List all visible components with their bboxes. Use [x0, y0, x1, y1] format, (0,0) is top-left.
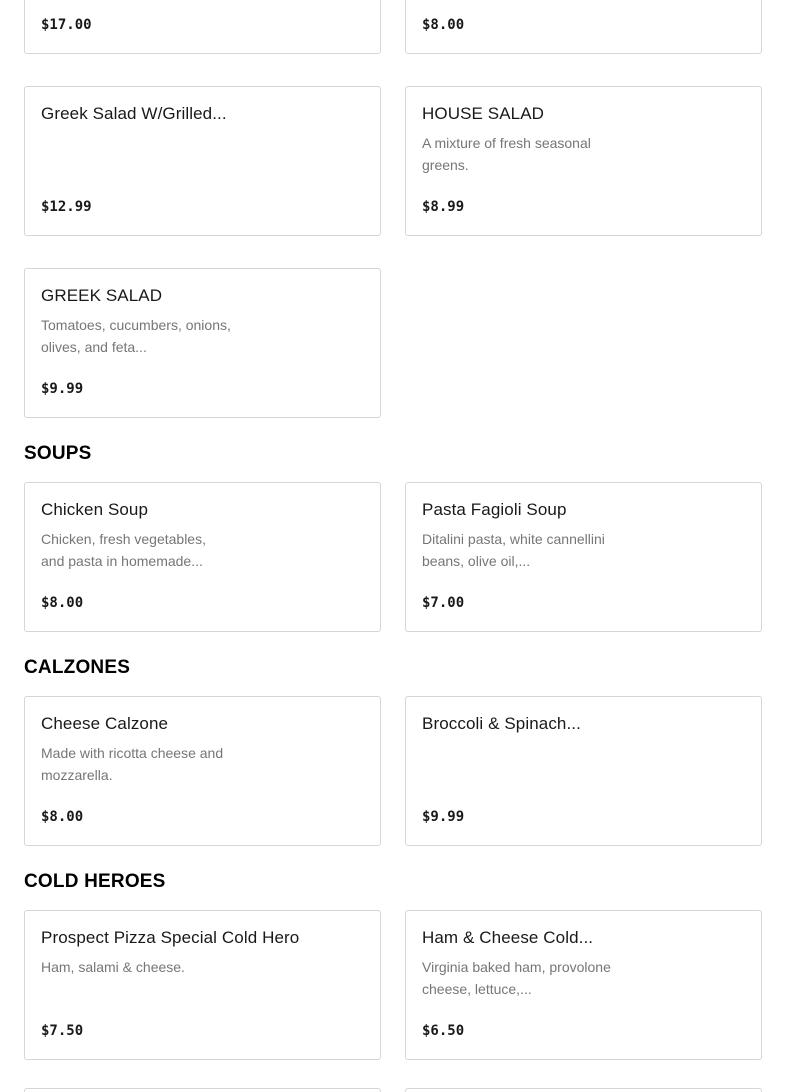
- menu-item-card[interactable]: [24, 0, 381, 54]
- menu-item-card[interactable]: [405, 0, 762, 54]
- menu-item-name: Cheese Calzone: [41, 714, 169, 733]
- menu-item-name: Pasta Fagioli Soup: [422, 500, 567, 519]
- menu-item-price: $9.99: [422, 809, 465, 825]
- menu-item-price: $17.00: [41, 17, 92, 33]
- menu-item-description: A mixture of fresh seasonal greens.: [422, 135, 591, 173]
- menu-item-card[interactable]: [405, 910, 762, 1060]
- menu-item-price: $8.99: [422, 199, 465, 215]
- menu-item-card[interactable]: [24, 268, 381, 418]
- menu-item-name: Ham & Cheese Cold...: [422, 928, 594, 947]
- menu-item-price: $9.99: [41, 381, 84, 397]
- section-title: COLD HEROES: [24, 871, 166, 892]
- menu-item-description: Virginia baked ham, provolone cheese, lettuce,...: [422, 959, 611, 997]
- menu-item-card[interactable]: [405, 1088, 762, 1092]
- menu-item-description: Chicken, fresh vegetables, and pasta in homemade...: [41, 531, 206, 569]
- menu-item-name: HOUSE SALAD: [422, 104, 545, 123]
- menu-item-price: $12.99: [41, 199, 92, 215]
- menu-item-description: Tomatoes, cucumbers, onions, olives, and feta...: [41, 317, 231, 355]
- menu-item-price: $6.50: [422, 1023, 465, 1039]
- menu-item-name: Broccoli & Spinach...: [422, 714, 581, 733]
- menu-item-card[interactable]: [24, 86, 381, 236]
- menu-item-card[interactable]: [405, 696, 762, 846]
- menu-item-name: Greek Salad W/Grilled...: [41, 104, 227, 123]
- section-title: SOUPS: [24, 443, 92, 464]
- menu-item-card[interactable]: [24, 696, 381, 846]
- menu-item-price: $8.00: [41, 595, 84, 611]
- menu-item-card[interactable]: [24, 482, 381, 632]
- menu-item-card[interactable]: [24, 910, 381, 1060]
- menu-item-name: Chicken Soup: [41, 500, 149, 519]
- menu-item-price: $7.50: [41, 1023, 84, 1039]
- menu-item-price: $8.00: [41, 809, 84, 825]
- menu-item-price: $8.00: [422, 17, 465, 33]
- menu-item-card[interactable]: [405, 482, 762, 632]
- menu-item-card[interactable]: [405, 86, 762, 236]
- section-title: CALZONES: [24, 657, 131, 678]
- menu-item-description: Ham, salami & cheese.: [41, 959, 185, 975]
- menu-item-card[interactable]: [24, 1088, 381, 1092]
- menu-item-price: $7.00: [422, 595, 465, 611]
- menu-item-description: Ditalini pasta, white cannellini beans, olive oil,...: [422, 531, 605, 569]
- menu-item-description: Made with ricotta cheese and mozzarella.: [41, 745, 224, 783]
- menu-item-name: Prospect Pizza Special Cold Hero: [41, 928, 300, 947]
- menu-item-name: GREEK SALAD: [41, 286, 163, 305]
